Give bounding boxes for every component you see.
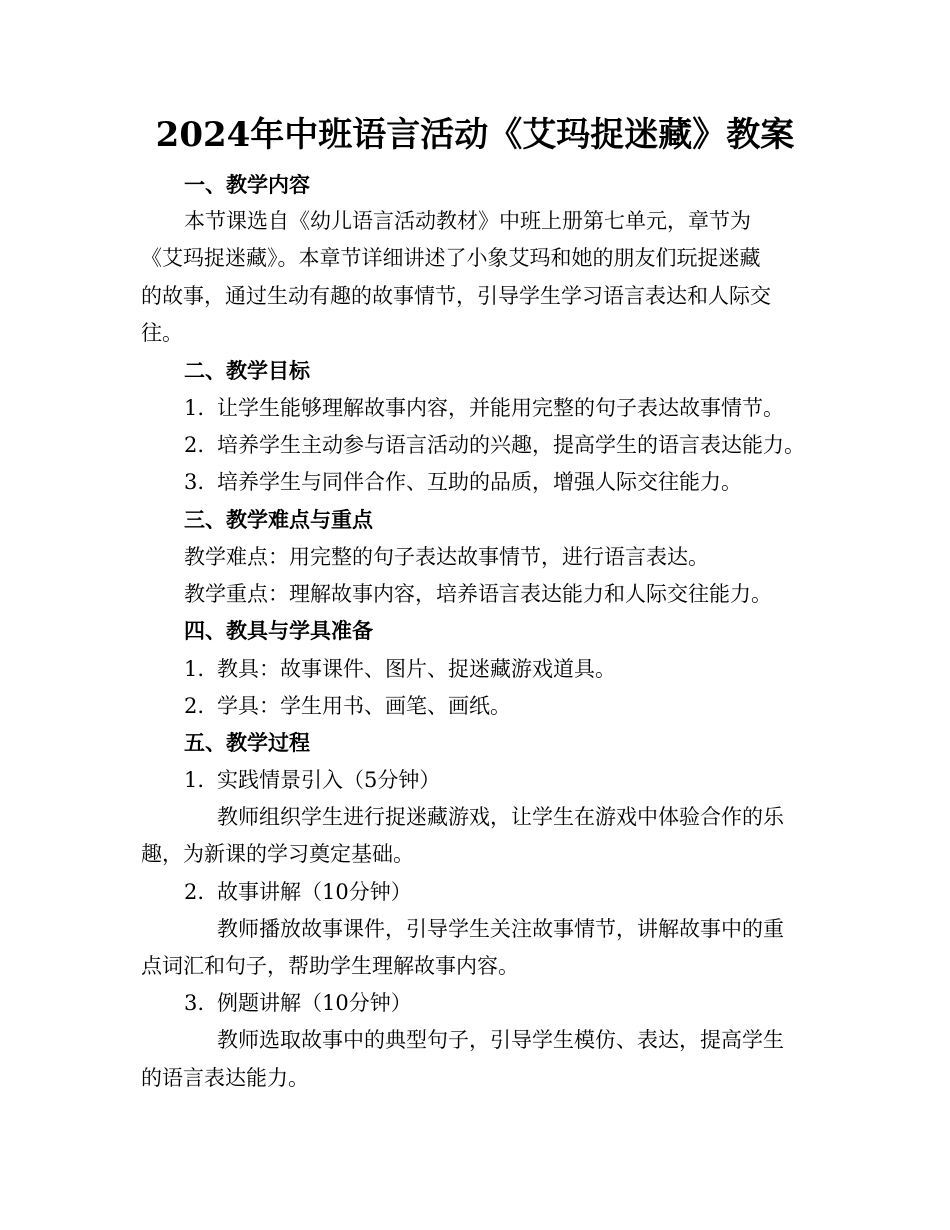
list-item [184, 691, 511, 721]
section-heading-difficulties: 三、教学难点与重点 [184, 507, 373, 532]
section-heading-objectives: 二、教学目标 [184, 358, 310, 383]
paragraph-line: 教学难点：用完整的句子表达故事情节，进行语言表达。 [184, 545, 709, 569]
list-number: 1. [184, 657, 205, 681]
paragraph-line: 的语言表达能力。 [141, 1066, 309, 1090]
list-item [184, 654, 616, 684]
section-heading-process: 五、教学过程 [184, 730, 310, 755]
paragraph-line: 《艾玛捉迷藏》。本章节详细讲述了小象艾玛和她的朋友们玩捉迷藏 [141, 246, 761, 270]
list-item [184, 467, 742, 497]
list-text: 让学生能够理解故事内容，并能用完整的句子表达故事情节。 [217, 396, 784, 420]
step-heading [184, 877, 412, 907]
paragraph-line: 教学重点：理解故事内容，培养语言表达能力和人际交往能力。 [184, 582, 772, 606]
paragraph-line: 教师组织学生进行捉迷藏游戏，让学生在游戏中体验合作的乐 [217, 805, 784, 829]
section-heading-content: 一、教学内容 [184, 172, 310, 197]
step-heading [184, 765, 440, 795]
step-label: 例题讲解（10分钟） [217, 991, 412, 1015]
list-number: 3. [184, 470, 205, 494]
paragraph-line: 点词汇和句子，帮助学生理解故事内容。 [141, 954, 519, 978]
list-number: 2. [184, 694, 205, 718]
paragraph-line: 教师播放故事课件，引导学生关注故事情节，讲解故事中的重 [217, 917, 784, 941]
step-number: 3. [184, 991, 205, 1015]
paragraph-line: 教师选取故事中的典型句子，引导学生模仿、表达，提高学生 [217, 1028, 784, 1052]
step-label: 故事讲解（10分钟） [217, 880, 412, 904]
step-number: 2. [184, 880, 205, 904]
paragraph-line: 趣，为新课的学习奠定基础。 [141, 842, 414, 866]
document-title: 2024年中班语言活动《艾玛捉迷藏》教案 [155, 115, 795, 155]
list-number: 2. [184, 433, 205, 457]
step-number: 1. [184, 768, 205, 792]
step-label: 实践情景引入（5分钟） [217, 768, 441, 792]
list-text: 培养学生主动参与语言活动的兴趣，提高学生的语言表达能力。 [217, 433, 805, 457]
section-heading-materials: 四、教具与学具准备 [184, 618, 373, 643]
list-item [184, 393, 784, 423]
paragraph-line: 本节课选自《幼儿语言活动教材》中班上册第七单元，章节为 [184, 209, 751, 233]
list-text: 培养学生与同伴合作、互助的品质，增强人际交往能力。 [217, 470, 742, 494]
list-text: 学具：学生用书、画笔、画纸。 [217, 694, 511, 718]
paragraph-line: 的故事，通过生动有趣的故事情节，引导学生学习语言表达和人际交 [141, 284, 771, 308]
list-item [184, 430, 805, 460]
paragraph-line: 往。 [141, 321, 183, 345]
list-number: 1. [184, 396, 205, 420]
step-heading [184, 988, 412, 1018]
list-text: 教具：故事课件、图片、捉迷藏游戏道具。 [217, 657, 616, 681]
